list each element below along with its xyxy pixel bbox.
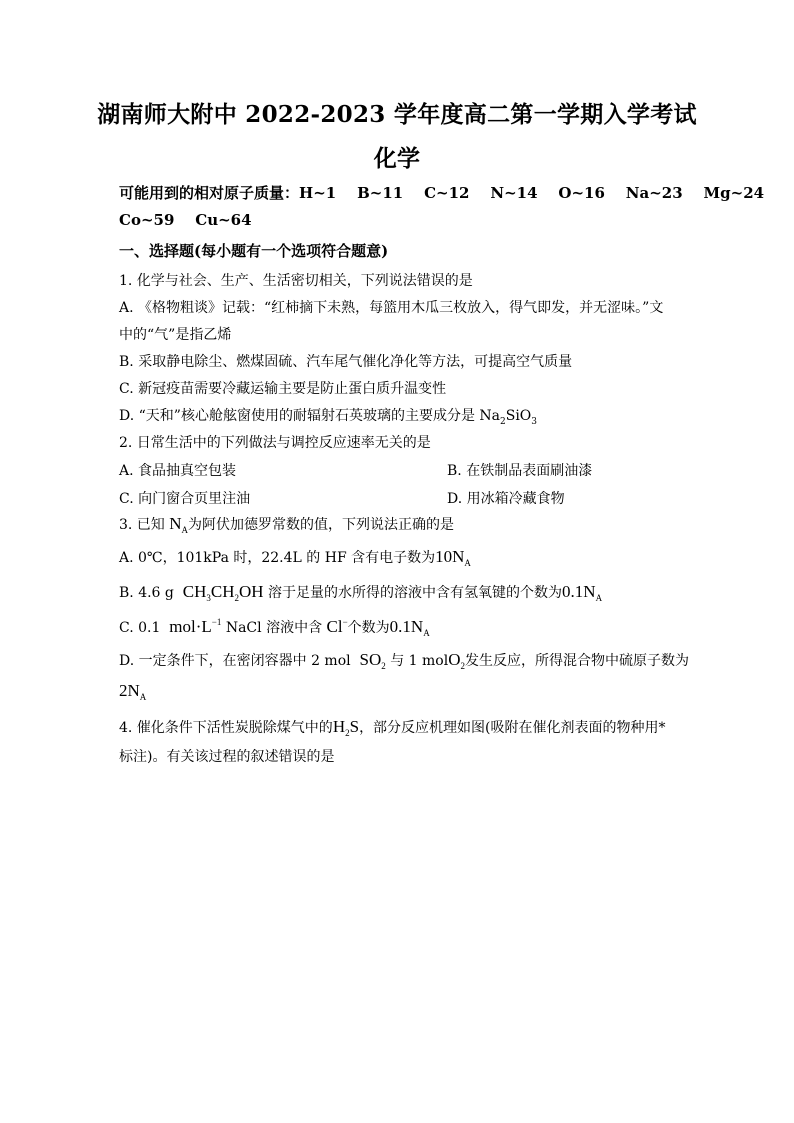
f2s: 2	[234, 593, 240, 603]
concentration-unit	[169, 617, 221, 636]
q3-d-mid: 与 1 mol	[390, 653, 449, 669]
q4-post: ，部分反应机理如图(吸附在催化剂表面的物种用*	[359, 720, 666, 736]
o2-sub: 2	[460, 661, 465, 671]
q3-c-post: 个数为	[347, 620, 390, 636]
q2-option-a: A. 食品抽真空包装	[119, 463, 237, 479]
q3-b-pre: B. 4.6 g	[119, 585, 174, 601]
h2s-h: H	[332, 717, 346, 736]
q3-d-value	[119, 681, 146, 700]
q1-d-formula: SiO	[505, 408, 532, 424]
q3-c-pre: C. 0.1	[119, 620, 161, 636]
unit-exp: −1	[211, 617, 222, 627]
f1: CH	[182, 582, 207, 601]
q3-c-value	[390, 617, 430, 636]
q1-d-text: D. “天和”核心舱舷窗使用的耐辐射石英玻璃的主要成分是 Na	[119, 408, 500, 424]
q1-d-sub2: 3	[531, 416, 538, 427]
h2s-sub: 2	[345, 728, 350, 738]
q3-c-mid: NaCl 溶液中含	[225, 620, 323, 636]
subject-title: 化学	[373, 145, 421, 172]
na-sub: A	[181, 525, 189, 535]
ethanol-formula	[183, 582, 264, 601]
q1-option-c: C. 新冠疫苗需要冷藏运输主要是防止蛋白质升温变性	[119, 381, 447, 397]
q3-b-sub: A	[595, 593, 603, 603]
q2-stem: 2. 日常生活中的下列做法与调控反应速率无关的是	[119, 435, 431, 451]
avogadro-symbol	[169, 514, 188, 533]
q3-option-c	[119, 617, 430, 638]
o2-formula	[448, 650, 465, 669]
q3-d-val: 2N	[119, 681, 140, 700]
q3-a-sub: A	[464, 558, 471, 568]
q1-option-a-cont: 中的“气”是指乙烯	[119, 327, 232, 343]
q4-stem-cont: 标注)。有关该过程的叙述错误的是	[119, 749, 335, 765]
ion-charge: −	[342, 617, 348, 627]
q1-option-b: B. 采取静电除尘、燃煤固硫、汽车尾气催化净化等方法，可提高空气质量	[119, 354, 573, 370]
q4-stem	[119, 717, 666, 738]
so2: SO	[359, 650, 382, 669]
atomic-mass-line-1	[119, 182, 764, 203]
exam-title: 湖南师大附中 2022-2023 学年度高二第一学期入学考试	[97, 101, 697, 128]
q3-option-a	[119, 547, 471, 568]
so2-formula	[360, 650, 386, 669]
q3-c-val: 0.1N	[389, 617, 424, 636]
q3-d-sub: A	[139, 692, 147, 702]
q4-pre: 4. 催化条件下活性炭脱除煤气中的	[119, 720, 333, 736]
h2s-formula	[333, 717, 359, 736]
q3-option-b	[119, 582, 602, 603]
chloride-ion	[327, 617, 348, 636]
section-heading: 一、选择题(每小题有一个选项符合题意)	[119, 242, 389, 260]
q3-b-post: 溶于足量的水所得的溶液中含有氢氧键的个数为	[268, 585, 563, 601]
q1-stem: 1. 化学与社会、生产、生活密切相关，下列说法错误的是	[119, 273, 473, 289]
q3-b-value	[562, 582, 602, 601]
f1s: 3	[206, 593, 211, 603]
q3-b-val: 0.1N	[562, 582, 596, 601]
f3: OH	[239, 582, 264, 601]
q3-option-d	[119, 650, 689, 671]
q2-option-b: B. 在铁制品表面刷油漆	[447, 463, 593, 479]
q3-a-value	[435, 547, 471, 566]
q1-option-a: A. 《格物粗谈》记载：“红柿摘下未熟，每篮用木瓜三枚放入，得气即发，并无涩味。”文	[119, 300, 664, 316]
atomic-mass-label: 可能用到的相对原子质量：	[119, 184, 300, 202]
f2: CH	[210, 582, 235, 601]
h2s-s: S	[349, 717, 360, 736]
q3-d-pre: D. 一定条件下，在密闭容器中 2 mol	[119, 653, 351, 669]
q3-d-post: 发生反应，所得混合物中硫原子数为	[465, 653, 689, 669]
ion: Cl	[326, 617, 343, 636]
q3-option-d-cont	[119, 681, 146, 702]
atomic-mass-line-2: Co~59 Cu~64	[119, 211, 252, 229]
o2: O	[448, 650, 461, 669]
q3-stem-post: 为阿伏加德罗常数的值，下列说法正确的是	[188, 517, 455, 533]
q2-option-d: D. 用冰箱冷藏食物	[447, 491, 565, 507]
unit: mol·L	[169, 617, 212, 636]
q1-option-d	[119, 405, 537, 427]
atomic-mass-values: H~1 B~11 C~12 N~14 O~16 Na~23 Mg~24	[299, 184, 765, 202]
q3-a-val: 10N	[435, 547, 465, 566]
q2-option-c: C. 向门窗合页里注油	[119, 491, 251, 507]
q1-d-sub: 2	[500, 416, 506, 427]
q3-stem-pre: 3. 已知	[119, 517, 165, 533]
na-main: N	[169, 514, 182, 533]
so2-sub: 2	[381, 661, 386, 671]
q3-c-sub: A	[423, 628, 430, 638]
q3-a-text: A. 0℃，101kPa 时，22.4L 的 HF 含有电子数为	[119, 550, 436, 566]
q3-stem	[119, 514, 454, 535]
